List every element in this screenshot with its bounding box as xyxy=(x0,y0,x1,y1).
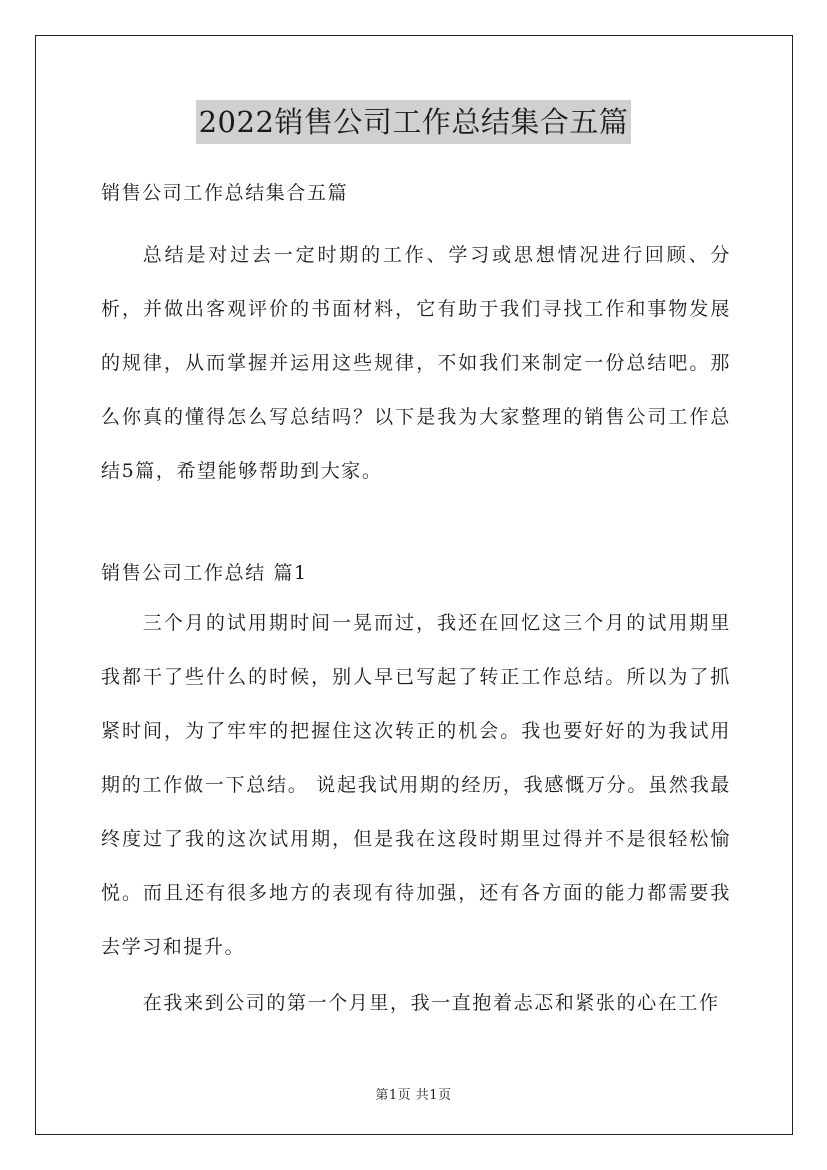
document-title xyxy=(0,100,827,144)
document-title-text: 2022销售公司工作总结集合五篇 xyxy=(196,100,632,144)
intro-heading: 销售公司工作总结集合五篇 xyxy=(101,182,349,204)
section-paragraph: 在我来到公司的第一个月里，我一直抱着忐忑和紧张的心在工作 xyxy=(142,992,720,1014)
section-paragraph: 三个月的试用期时间一晃而过，我还在回忆这三个月的试用期里我都干了些什么的时候，别人早已写起了转正工作总结。所以为了抓紧时间，为了牢牢的把握住这次转正的机会。我也要好好的为我试用期的工作做一下总结。 说起我试用期的经历，我感慨万分。虽然我最终度过了我的这次试用期，但是我在这段时期里过得并不是很轻松愉悦。而且还有很多地方的表现有待加强，还有各方面的能力都需要我去学习和提升。 xyxy=(101,612,731,958)
section-heading: 销售公司工作总结 篇1 xyxy=(101,562,308,584)
document-body xyxy=(101,178,731,1030)
intro-paragraph: 总结是对过去一定时期的工作、学习或思想情况进行回顾、分析，并做出客观评价的书面材料，它有助于我们寻找工作和事物发展的规律，从而掌握并运用这些规律，不如我们来制定一份总结吧。那么你真的懂得怎么写总结吗？以下是我为大家整理的销售公司工作总结5篇，希望能够帮助到大家。 xyxy=(101,244,731,482)
page-footer: 第1页 共1页 xyxy=(375,1088,452,1103)
